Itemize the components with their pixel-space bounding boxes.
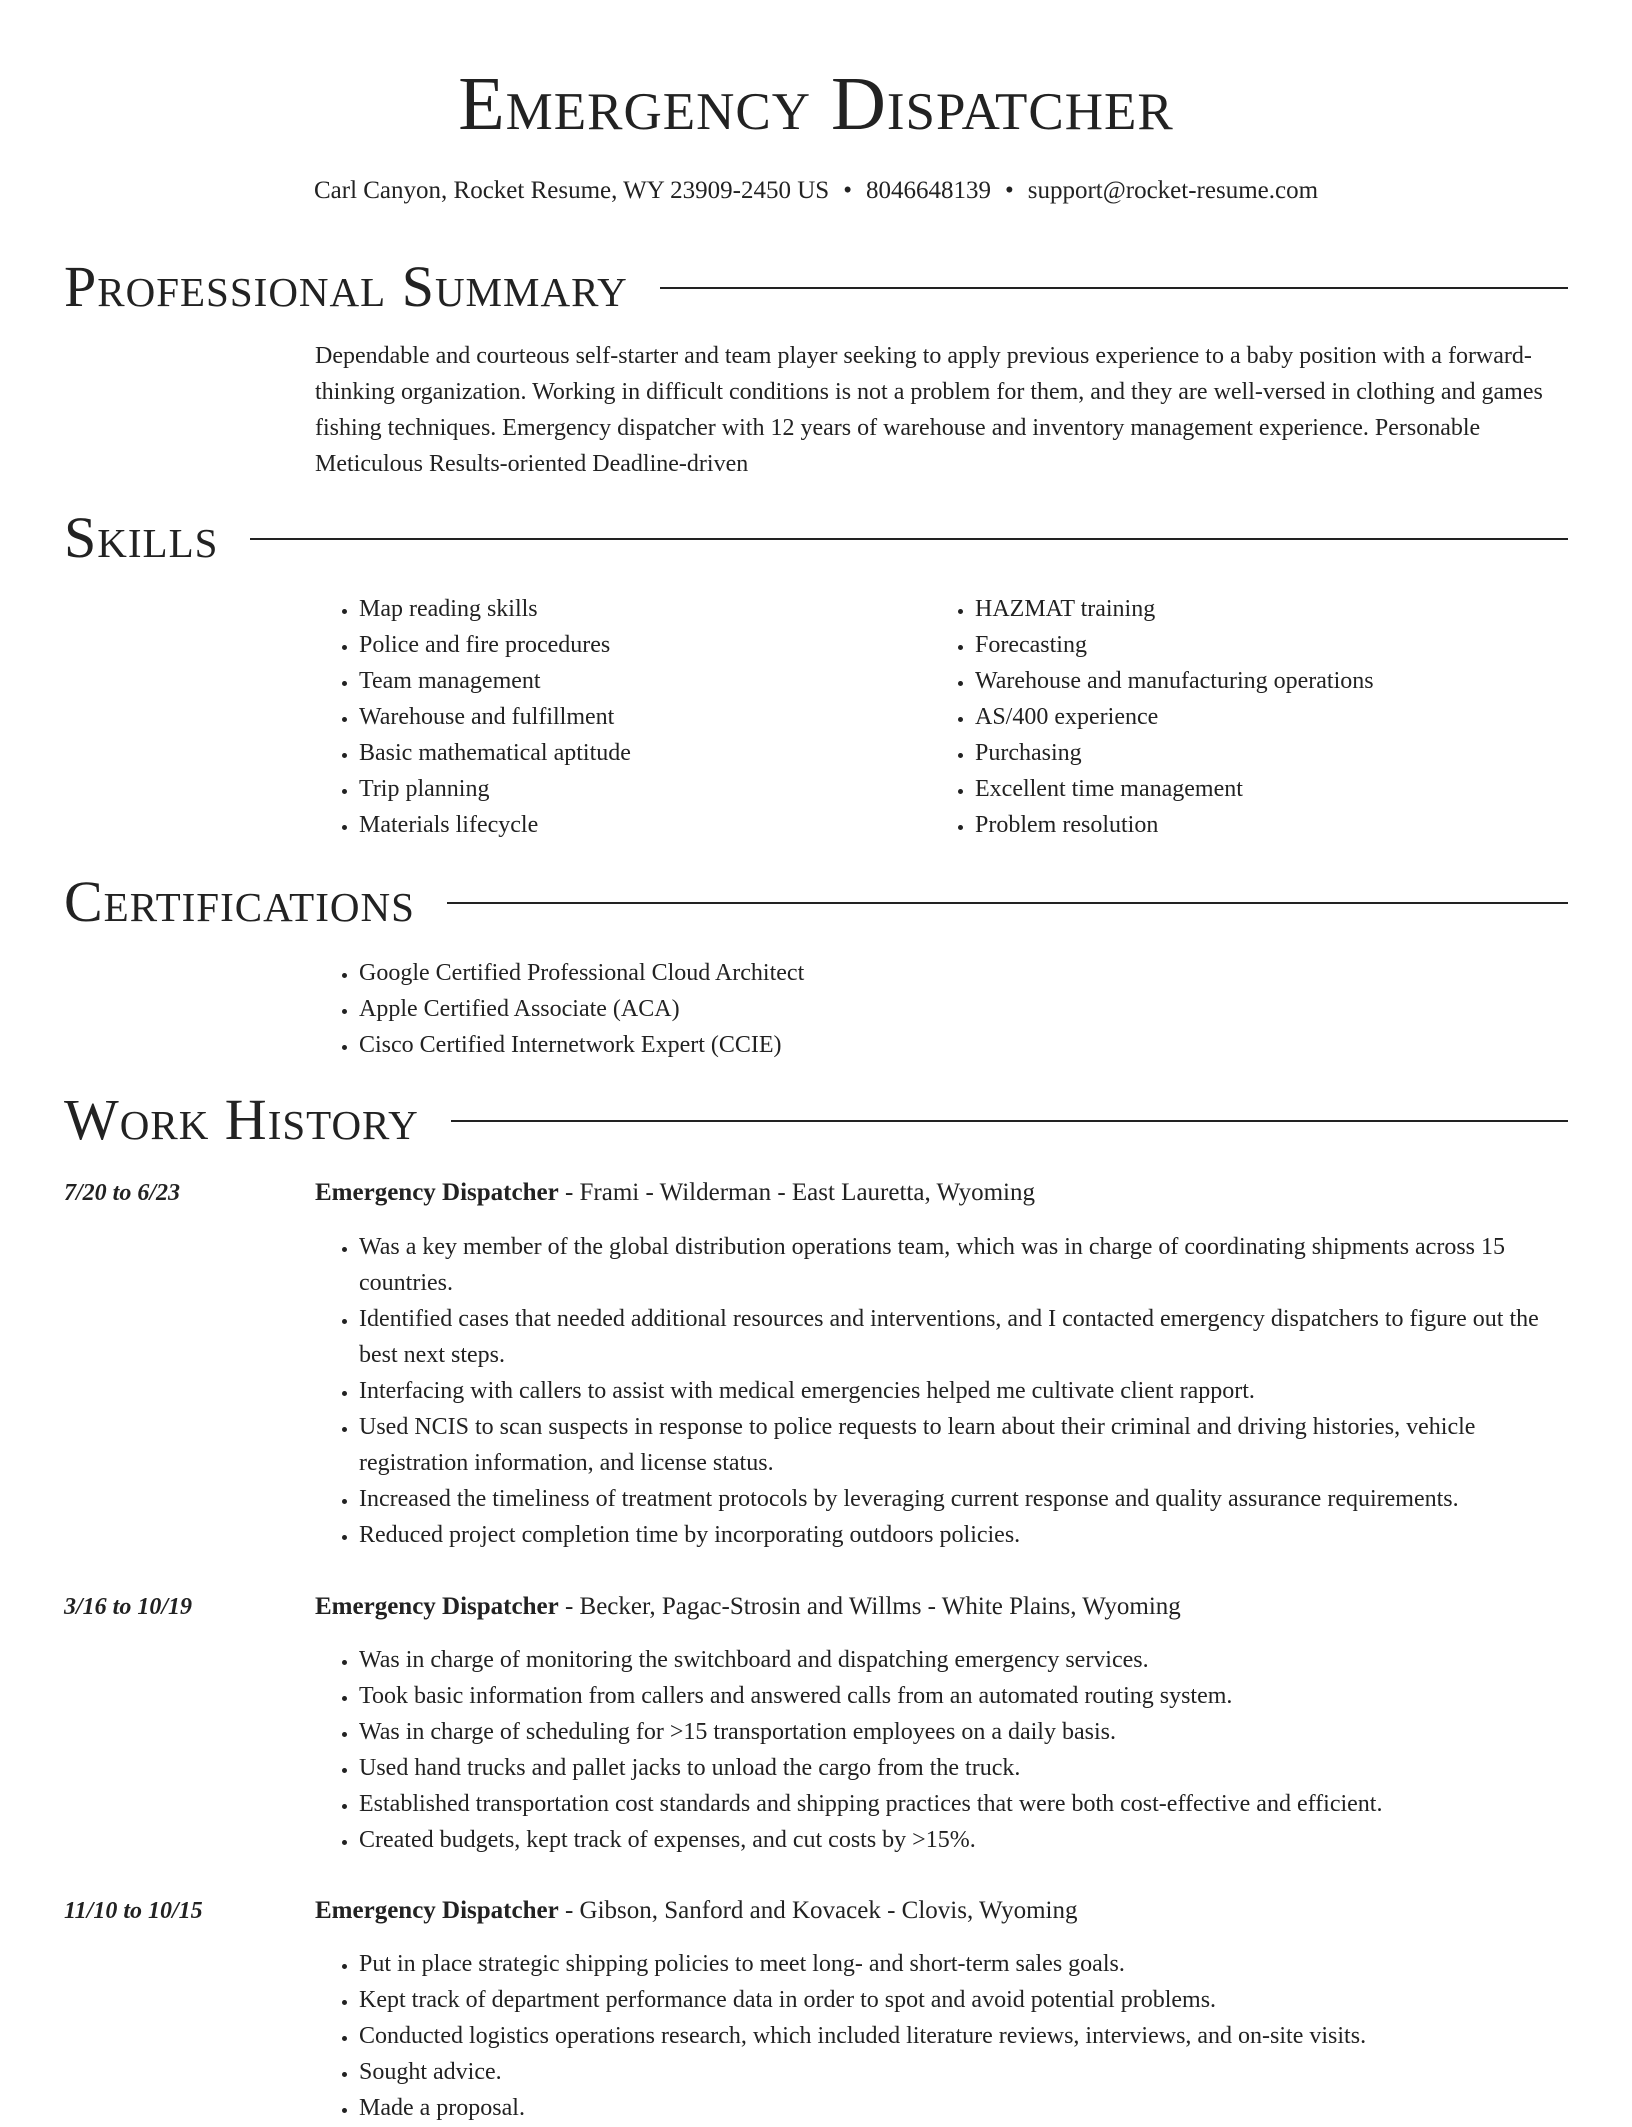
certification-item: • Cisco Certified Internetwork Expert (CCIE) [359,1027,1515,1063]
job-heading [315,1893,1570,1929]
skill-item: • Trip planning [359,771,915,807]
job-duty-item: • Established transportation cost standards and shipping practices that were both cost-effective and efficient. [359,1786,1570,1822]
skills-column-right [931,591,1531,843]
job-duty-item: • Was in charge of scheduling for >15 transportation employees on a daily basis. [359,1714,1570,1750]
certifications-list [315,955,1515,1063]
work-history-heading: Work History [64,1086,419,1152]
job-title: Emergency Dispatcher [315,1179,559,1206]
job-duty-item: • Put in place strategic shipping policies to meet long- and short-term sales goals. [359,1946,1570,1982]
job-duties [315,1946,1570,2126]
job-employer: - Frami - Wilderman - East Lauretta, Wyoming [558,1179,1035,1206]
job-duty-item: • Took basic information from callers and answered calls from an automated routing system. [359,1678,1570,1714]
job-duty-item: • Was a key member of the global distribution operations team, which was in charge of coordinating shipments across 15 countries. [359,1229,1570,1301]
skills-section-header [64,505,1568,569]
skills-list-left [315,591,915,843]
resume-name: Emergency Dispatcher [458,62,1174,146]
skill-item: • Warehouse and fulfillment [359,699,915,735]
certifications-heading: Certifications [64,868,415,934]
job-employer: - Gibson, Sanford and Kovacek - Clovis, Wyoming [558,1897,1078,1924]
section-divider [447,902,1568,904]
job-duties-list [315,1642,1570,1858]
job-duty-item: • Interfacing with callers to assist with medical emergencies helped me cultivate client rapport. [359,1373,1570,1409]
job-duty-item: • Created budgets, kept track of expenses, and cut costs by >15%. [359,1822,1570,1858]
job-duty-item: • Made a proposal. [359,2090,1570,2126]
certification-item: • Apple Certified Associate (ACA) [359,991,1515,1027]
skill-item: • Purchasing [975,735,1531,771]
work-history-section-header [64,1087,1568,1151]
skill-item: • Team management [359,663,915,699]
skill-item: • HAZMAT training [975,591,1531,627]
contact-address: Carl Canyon, Rocket Resume, WY 23909-2450 US [313,177,830,204]
job-duty-item: • Kept track of department performance data in order to spot and avoid potential problems. [359,1982,1570,2018]
skill-item: • Map reading skills [359,591,915,627]
job-duty-item: • Increased the timeliness of treatment protocols by leveraging current response and quality assurance requirements. [359,1481,1570,1517]
job-duty-item: • Reduced project completion time by incorporating outdoors policies. [359,1517,1570,1553]
skill-item: • Forecasting [975,627,1531,663]
skill-item: • Problem resolution [975,807,1531,843]
job-duties [315,1229,1570,1553]
skill-item: • Excellent time management [975,771,1531,807]
job-employer: - Becker, Pagac-Strosin and Willms - White Plains, Wyoming [558,1593,1181,1620]
section-divider [451,1120,1568,1122]
job-dates: 11/10 to 10/15 [64,1898,203,1924]
job-duty-item: • Used hand trucks and pallet jacks to unload the cargo from the truck. [359,1750,1570,1786]
job-duty-item: • Conducted logistics operations research, which included literature reviews, interviews, and on-site visits. [359,2018,1570,2054]
job-title: Emergency Dispatcher [315,1897,559,1924]
job-duty-item: • Identified cases that needed additional resources and interventions, and I contacted emergency dispatchers to figure out the best next steps. [359,1301,1570,1373]
contact-separator: • [843,177,852,204]
skills-list-right [931,591,1531,843]
job-duties [315,1642,1570,1858]
skill-item: • Police and fire procedures [359,627,915,663]
job-duty-item: • Was in charge of monitoring the switchboard and dispatching emergency services. [359,1642,1570,1678]
certifications-block [315,955,1515,1063]
skills-column-left [315,591,915,843]
skill-item: • AS/400 experience [975,699,1531,735]
contact-line [0,176,1632,206]
contact-email: support@rocket-resume.com [1027,177,1319,204]
summary-section-header [64,254,1568,318]
section-divider [660,287,1568,289]
skill-item: • Basic mathematical aptitude [359,735,915,771]
job-heading [315,1175,1570,1211]
skill-item: • Warehouse and manufacturing operations [975,663,1531,699]
job-duties-list [315,1229,1570,1553]
job-dates: 3/16 to 10/19 [64,1594,193,1620]
section-divider [250,538,1568,540]
contact-phone: 8046648139 [865,177,991,204]
summary-text: Dependable and courteous self-starter and team player seeking to apply previous experience to a baby position with a forward-thinking organization. Working in difficult conditions is not a problem for them, and they are well-versed in clothing and games fishing techniques. Emergency dispatcher with 12 years of warehouse and inventory management experience. Personable Meticulous Results-oriented Deadline-driven [315,343,1543,477]
job-duty-item: • Sought advice. [359,2054,1570,2090]
skill-item: • Materials lifecycle [359,807,915,843]
job-title: Emergency Dispatcher [315,1593,559,1620]
summary-heading: Professional Summary [64,253,628,319]
certifications-section-header [64,869,1568,933]
certification-item: • Google Certified Professional Cloud Architect [359,955,1515,991]
job-duty-item: • Used NCIS to scan suspects in response to police requests to learn about their criminal and driving histories, vehicle registration information, and license status. [359,1409,1570,1481]
job-heading [315,1589,1570,1625]
job-dates: 7/20 to 6/23 [64,1180,181,1206]
job-duties-list [315,1946,1570,2126]
contact-separator: • [1004,177,1014,204]
skills-heading: Skills [64,504,219,570]
